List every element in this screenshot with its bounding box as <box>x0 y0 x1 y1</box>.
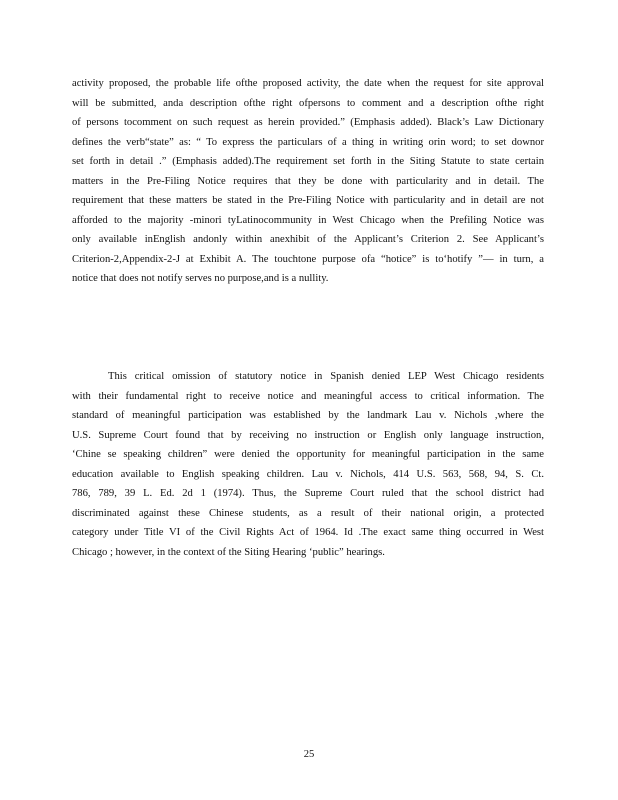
text-line: 786, 789, 39 L. Ed. 2d 1 (1974). Thus, the Supreme Court ruled that the school district had <box>72 488 544 499</box>
text-line: notice that does not notify serves no purpose,and is a nullity. <box>72 273 329 284</box>
text-line: U.S. Supreme Court found that by receiving no instruction or English only language instruction, <box>72 429 544 441</box>
text-line: will be submitted, anda description ofthe right ofpersons to comment and a description ofthe right <box>72 97 544 109</box>
text-line: only available inEnglish andonly within anexhibit of the Applicant’s Criterion 2. See Applicant’s <box>72 234 544 245</box>
text-line: ‘Chine se speaking children” were denied the opportunity for meaningful participation in the same <box>72 449 544 460</box>
text-line: education available to English speaking children. Lau v. Nichols, 414 U.S. 563, 568, 94, S. Ct. <box>72 468 544 480</box>
paragraph-2 <box>72 367 544 562</box>
text-line: of persons tocomment on such request as herein provided.” (Emphasis added). Black’s Law Dictionary <box>72 117 544 128</box>
paragraph-1 <box>72 74 544 289</box>
text-line: activity proposed, the probable life ofthe proposed activity, the date when the request for site approval <box>72 78 544 89</box>
text-line: requirement that these matters be stated in the Pre-Filing Notice with particularity and in detail are not <box>72 195 544 206</box>
text-line: matters in the Pre-Filing Notice requires that they be done with particularity and in detail. The <box>72 175 544 187</box>
text-line: This critical omission of statutory notice in Spanish denied LEP West Chicago residents <box>108 371 544 382</box>
text-line: Chicago ; however, in the context of the Siting Hearing ‘public” hearings. <box>72 546 385 558</box>
text-line: Criterion-2,Appendix-2-J at Exhibit A. The touchtone purpose ofa “hotice” is to‘hotify ”— in turn, a <box>72 253 544 265</box>
text-line: afforded to the majority -minori tyLatinocommunity in West Chicago when the Prefiling Notice was <box>72 214 544 226</box>
text-line: set forth in detail .” (Emphasis added).The requirement set forth in the Siting Statute to state certain <box>72 156 544 167</box>
text-line: with their fundamental right to receive notice and meaningful access to critical information. The <box>72 390 544 402</box>
page-number: 25 <box>303 749 315 760</box>
text-line: discriminated against these Chinese students, as a result of their national origin, a protected <box>72 507 544 519</box>
text-line: standard of meaningful participation was established by the landmark Lau v. Nichols ,where the <box>72 410 544 421</box>
text-line: defines the verb“state” as: “ To express the particulars of a thing in writing orin word; to set downor <box>72 136 544 148</box>
text-line: category under Title VI of the Civil Rights Act of 1964. Id .The exact same thing occurred in West <box>72 527 544 538</box>
